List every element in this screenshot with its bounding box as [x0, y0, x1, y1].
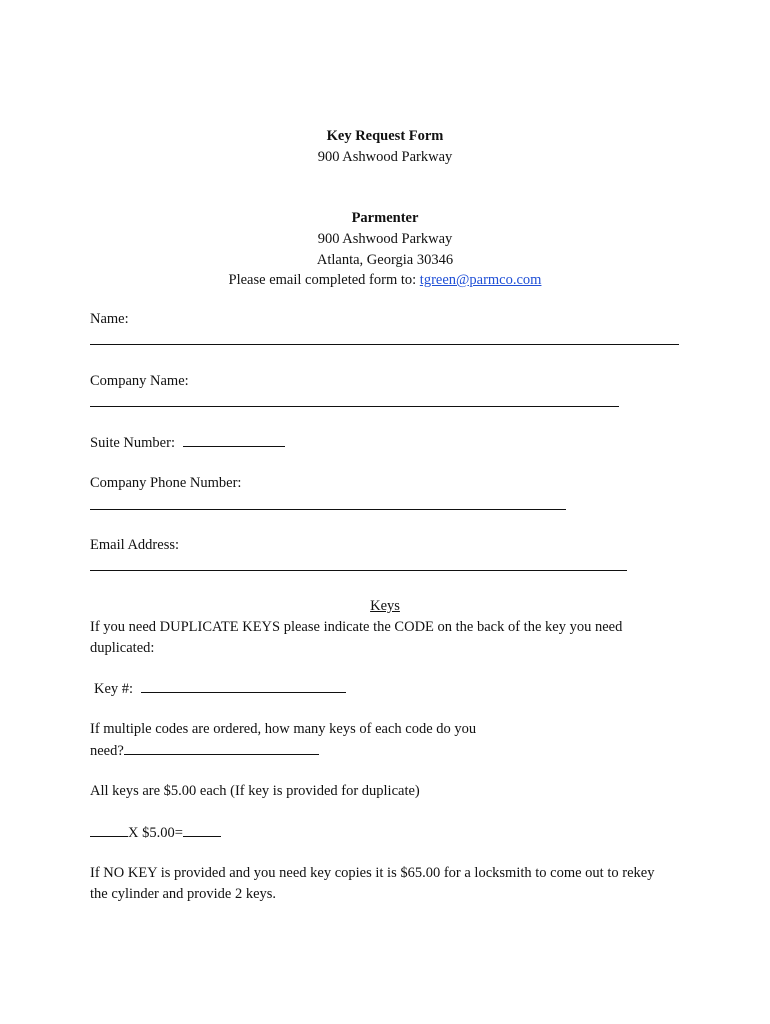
quantity-input-line[interactable]	[90, 822, 128, 837]
company-name: Parmenter	[351, 210, 419, 226]
no-key-note-line1: If NO KEY is provided and you need key copies it is $65.00 for a locksmith to come out to rekey	[90, 865, 655, 881]
company-phone-label: Company Phone Number:	[90, 475, 242, 491]
cost-calculation-row	[90, 822, 221, 843]
email-prompt: Please email completed form to:	[228, 272, 417, 288]
suite-number-input-line[interactable]	[183, 432, 285, 447]
cost-calculation-text: X $5.00=	[128, 825, 183, 841]
email-address-label: Email Address:	[90, 537, 180, 553]
company-street: 900 Ashwood Parkway	[317, 231, 453, 247]
duplicate-instruction-line1: If you need DUPLICATE KEYS please indicate the CODE on the back of the key you need	[90, 619, 623, 635]
duplicate-instruction-line2: duplicated:	[90, 640, 155, 656]
name-label: Name:	[90, 311, 129, 327]
company-city: Atlanta, Georgia 30346	[316, 252, 454, 268]
form-title: Key Request Form	[326, 128, 444, 144]
no-key-note-line2: the cylinder and provide 2 keys.	[90, 886, 277, 902]
name-input-line[interactable]	[90, 344, 679, 345]
suite-number-label: Suite Number:	[90, 435, 175, 451]
key-number-label: Key #:	[94, 681, 134, 697]
price-note: All keys are $5.00 each (If key is provided for duplicate)	[90, 783, 420, 799]
multiple-codes-row	[90, 740, 319, 761]
total-input-line[interactable]	[183, 822, 221, 837]
company-name-input-line[interactable]	[90, 406, 619, 407]
key-number-input-line[interactable]	[141, 678, 346, 693]
keys-per-code-input-line[interactable]	[124, 740, 319, 755]
key-number-row	[94, 678, 346, 699]
email-link[interactable]: tgreen@parmco.com	[419, 272, 542, 288]
multiple-codes-line1: If multiple codes are ordered, how many keys of each code do you	[90, 721, 477, 737]
email-address-input-line[interactable]	[90, 570, 627, 571]
email-instruction	[0, 270, 770, 290]
multiple-codes-line2: need?	[90, 743, 124, 759]
company-phone-input-line[interactable]	[90, 509, 566, 510]
header-address: 900 Ashwood Parkway	[317, 149, 453, 165]
keys-heading: Keys	[370, 598, 400, 614]
suite-number-row	[90, 432, 285, 453]
company-name-label: Company Name:	[90, 373, 189, 389]
